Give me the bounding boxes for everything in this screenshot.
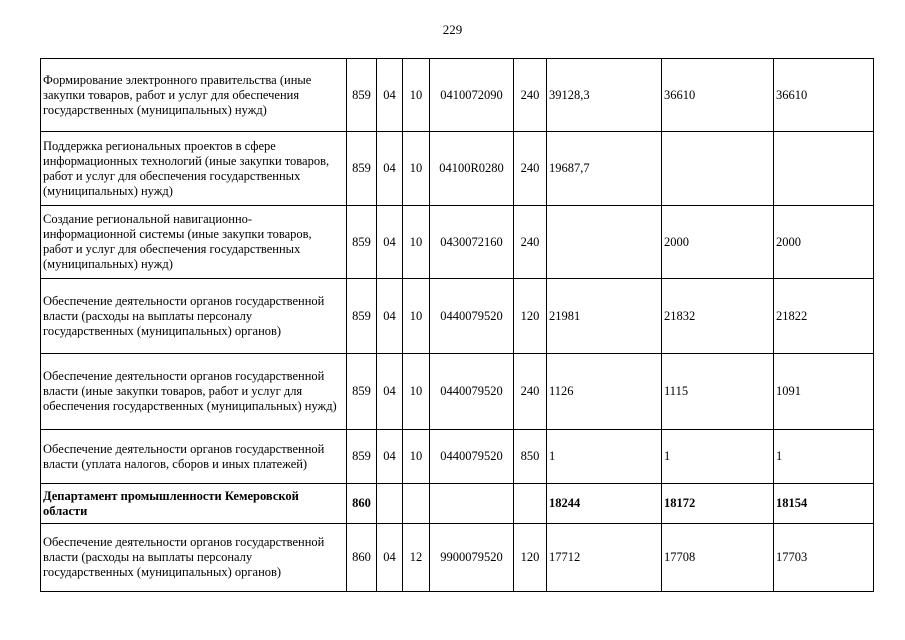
row-name: Формирование электронного правительства (иные закупки товаров, работ и услуг для обеспечения государственных (муниципальных) нужд): [41, 59, 347, 132]
row-name: Создание региональной навигационно-информационной системы (иные закупки товаров, работ и услуг для обеспечения государственных (муниципальных) нужд): [41, 206, 347, 279]
table-row: [41, 132, 874, 206]
expense-type: 240: [514, 206, 547, 279]
section-code: 04: [377, 354, 403, 430]
target-article: 04100R0280: [430, 132, 514, 206]
amount-year-2: 18172: [662, 484, 774, 524]
ministry-code: 859: [347, 430, 377, 484]
subsection-code: 10: [403, 430, 430, 484]
amount-year-1: 1: [547, 430, 662, 484]
ministry-code: 859: [347, 206, 377, 279]
subsection-code: [403, 484, 430, 524]
amount-year-1: [547, 206, 662, 279]
expense-type: 850: [514, 430, 547, 484]
amount-year-1: 18244: [547, 484, 662, 524]
page-number: 229: [442, 22, 463, 37]
expense-type: 120: [514, 279, 547, 354]
ministry-code: 859: [347, 279, 377, 354]
amount-year-1: 39128,3: [547, 59, 662, 132]
amount-year-1: 19687,7: [547, 132, 662, 206]
row-name: Обеспечение деятельности органов государственной власти (иные закупки товаров, работ и услуг для обеспечения государственных (муниципальных) нужд): [41, 354, 347, 430]
amount-year-3: 18154: [774, 484, 874, 524]
amount-year-2: 17708: [662, 524, 774, 592]
subsection-code: 10: [403, 354, 430, 430]
subsection-code: 10: [403, 132, 430, 206]
subsection-code: 10: [403, 206, 430, 279]
amount-year-3: 36610: [774, 59, 874, 132]
amount-year-1: 17712: [547, 524, 662, 592]
section-code: 04: [377, 524, 403, 592]
target-article: 9900079520: [430, 524, 514, 592]
amount-year-2: 2000: [662, 206, 774, 279]
target-article: 0440079520: [430, 430, 514, 484]
amount-year-3: 1091: [774, 354, 874, 430]
table-row: [41, 524, 874, 592]
ministry-code: 860: [347, 524, 377, 592]
section-code: [377, 484, 403, 524]
expense-type: 240: [514, 59, 547, 132]
subsection-code: 12: [403, 524, 430, 592]
table-row: [41, 430, 874, 484]
row-name: Департамент промышленности Кемеровской области: [41, 484, 347, 524]
ministry-code: 859: [347, 132, 377, 206]
amount-year-1: 21981: [547, 279, 662, 354]
row-name: Поддержка региональных проектов в сфере информационных технологий (иные закупки товаров, работ и услуг для обеспечения государственных (муниципальных) нужд): [41, 132, 347, 206]
ministry-code: 860: [347, 484, 377, 524]
table-row: [41, 206, 874, 279]
row-name: Обеспечение деятельности органов государственной власти (расходы на выплаты персоналу государственных (муниципальных) органов): [41, 524, 347, 592]
ministry-code: 859: [347, 354, 377, 430]
section-code: 04: [377, 430, 403, 484]
table-row: [41, 484, 874, 524]
section-code: 04: [377, 206, 403, 279]
amount-year-2: [662, 132, 774, 206]
target-article: 0440079520: [430, 354, 514, 430]
table-row: [41, 279, 874, 354]
target-article: [430, 484, 514, 524]
expense-type: 120: [514, 524, 547, 592]
section-code: 04: [377, 132, 403, 206]
subsection-code: 10: [403, 59, 430, 132]
expense-type: [514, 484, 547, 524]
target-article: 0440079520: [430, 279, 514, 354]
section-code: 04: [377, 279, 403, 354]
amount-year-2: 1: [662, 430, 774, 484]
amount-year-2: 36610: [662, 59, 774, 132]
row-name: Обеспечение деятельности органов государственной власти (расходы на выплаты персоналу государственных (муниципальных) органов): [41, 279, 347, 354]
target-article: 0430072160: [430, 206, 514, 279]
amount-year-3: 2000: [774, 206, 874, 279]
amount-year-3: 17703: [774, 524, 874, 592]
table-row: [41, 354, 874, 430]
amount-year-2: 1115: [662, 354, 774, 430]
subsection-code: 10: [403, 279, 430, 354]
expense-type: 240: [514, 132, 547, 206]
budget-table: [40, 58, 874, 592]
row-name: Обеспечение деятельности органов государственной власти (уплата налогов, сборов и иных платежей): [41, 430, 347, 484]
table-row: [41, 59, 874, 132]
amount-year-1: 1126: [547, 354, 662, 430]
amount-year-3: 21822: [774, 279, 874, 354]
amount-year-3: 1: [774, 430, 874, 484]
amount-year-2: 21832: [662, 279, 774, 354]
ministry-code: 859: [347, 59, 377, 132]
expense-type: 240: [514, 354, 547, 430]
target-article: 0410072090: [430, 59, 514, 132]
section-code: 04: [377, 59, 403, 132]
amount-year-3: [774, 132, 874, 206]
